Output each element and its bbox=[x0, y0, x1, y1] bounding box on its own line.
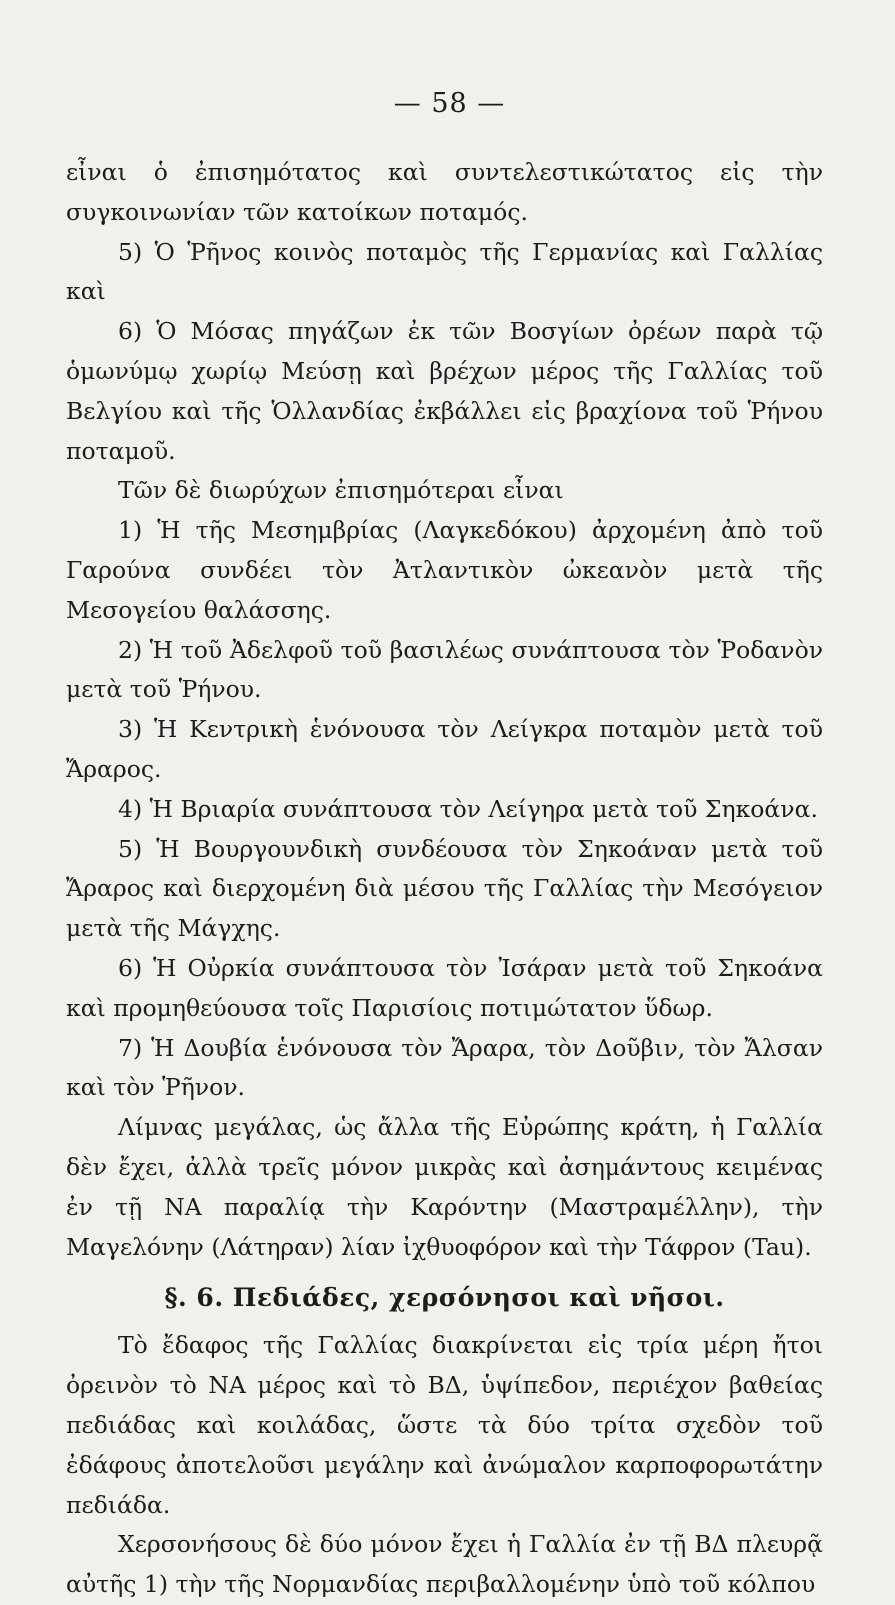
paragraph: 3) Ἡ Κεντρικὴ ἑνόνουσα τὸν Λείγκρα ποταμὸν μετὰ τοῦ Ἄραρος. bbox=[66, 715, 823, 783]
paragraph: 4) Ἡ Βριαρία συνάπτουσα τὸν Λείγηρα μετὰ τοῦ Σηκοάνα. bbox=[118, 794, 818, 823]
paragraph: εἶναι ὁ ἐπισημότατος καὶ συντελεστικώτατος εἰς τὴν συγκοινωνίαν τῶν κατοίκων ποταμός. bbox=[66, 158, 823, 226]
paragraph: 5) Ἡ Βουργουνδικὴ συνδέουσα τὸν Σηκοάναν μετὰ τοῦ Ἄραρος καὶ διερχομένη διὰ μέσου τῆς Γαλλίας τὴν Μεσόγειον μετὰ τῆς Μάγχης. bbox=[66, 834, 823, 943]
section-heading: §. 6. Πεδιάδες, χερσόνησοι καὶ νῆσοι. bbox=[164, 1283, 725, 1313]
paragraph: Τῶν δὲ διωρύχων ἐπισημότεραι εἶναι bbox=[118, 476, 564, 505]
paragraph: Λίμνας μεγάλας, ὡς ἄλλα τῆς Εὐρώπης κράτη, ἡ Γαλλία δὲν ἔχει, ἀλλὰ τρεῖς μόνον μικρὰς καὶ ἀσημάντους κειμένας ἐν τῇ ΝΑ παραλίᾳ τὴν Καρόντην (Μαστραμέλλην), τὴν Μαγελόνην (Λάτηραν) λίαν ἰχθυοφόρον καὶ τὴν Τάφρον (Tau). bbox=[66, 1113, 823, 1261]
paragraph: Χερσονήσους δὲ δύο μόνον ἔχει ἡ Γαλλία ἐν τῇ ΒΔ πλευρᾷ αὐτῆς 1) τὴν τῆς Νορμανδίας περιβαλλομένην ὑπὸ τοῦ κόλπου bbox=[66, 1530, 823, 1599]
paragraph: 6) Ὁ Μόσας πηγάζων ἐκ τῶν Βοσγίων ὀρέων παρὰ τῷ ὁμωνύμῳ χωρίῳ Μεύσῃ καὶ βρέχων μέρος τῆς Γαλλίας τοῦ Βελγίου καὶ τῆς Ὁλλανδίας ἐκβάλλει εἰς βραχίονα τοῦ Ῥήνου ποταμοῦ. bbox=[66, 317, 823, 465]
page-number: — 58 — bbox=[393, 88, 506, 119]
paragraph: 1) Ἡ τῆς Μεσημβρίας (Λαγκεδόκου) ἀρχομένη ἀπὸ τοῦ Γαρούνα συνδέει τὸν Ἀτλαντικὸν ὠκεανὸν μετὰ τῆς Μεσογείου θαλάσσης. bbox=[66, 516, 823, 624]
body-text-after-heading bbox=[66, 1326, 823, 1605]
body-text-before-heading bbox=[66, 153, 823, 1267]
paragraph: 6) Ἡ Οὐρκία συνάπτουσα τὸν Ἰσάραν μετὰ τοῦ Σηκοάνα καὶ προμηθεύουσα τοῖς Παρισίοις ποτιμώτατον ὕδωρ. bbox=[66, 953, 823, 1022]
paragraph: Τὸ ἔδαφος τῆς Γαλλίας διακρίνεται εἰς τρία μέρη ἤτοι ὀρεινὸν τὸ ΝΑ μέρος καὶ τὸ ΒΔ, ὑψίπεδον, περιέχον βαθείας πεδιάδας καὶ κοιλάδας, ὥστε τὰ δύο τρίτα σχεδὸν τοῦ ἐδάφους ἀποτελοῦσι μεγάλην καὶ ἀνώμαλον καρποφορωτάτην πεδιάδα. bbox=[66, 1331, 823, 1519]
paragraph: 5) Ὁ Ῥῆνος κοινὸς ποταμὸς τῆς Γερμανίας καὶ Γαλλίας καὶ bbox=[66, 237, 823, 306]
paragraph: 2) Ἡ τοῦ Ἀδελφοῦ τοῦ βασιλέως συνάπτουσα τὸν Ῥοδανὸν μετὰ τοῦ Ῥήνου. bbox=[66, 635, 823, 704]
paragraph: 7) Ἡ Δουβία ἑνόνουσα τὸν Ἄραρα, τὸν Δοῦβιν, τὸν Ἄλσαν καὶ τὸν Ῥῆνον. bbox=[66, 1033, 823, 1102]
